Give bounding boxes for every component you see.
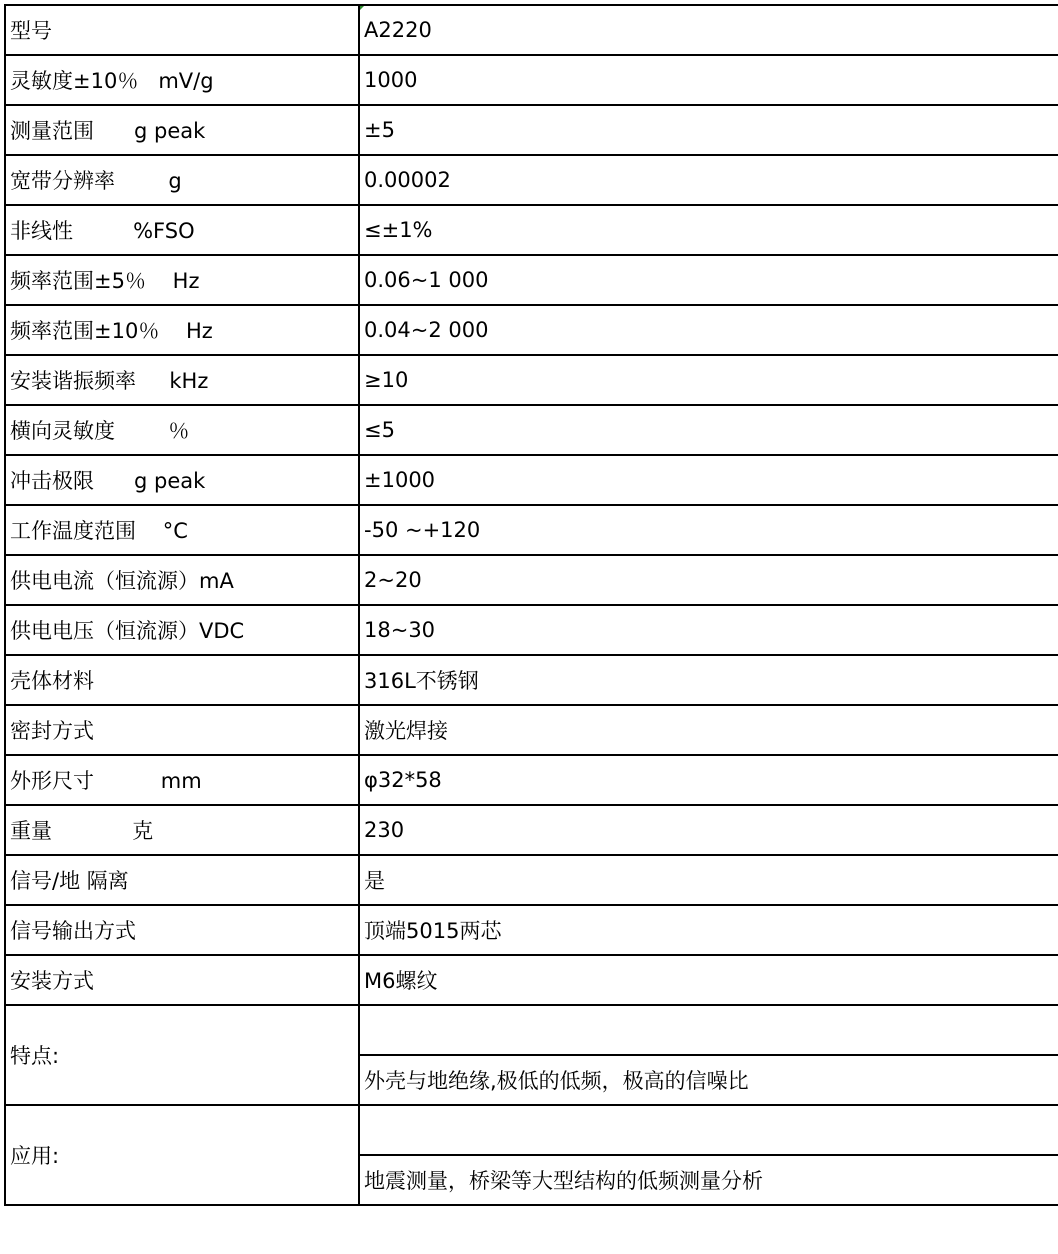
spec-value[interactable]: -50 ~+120 bbox=[359, 505, 1058, 555]
spec-label[interactable]: 供电电压（恒流源）VDC bbox=[5, 605, 359, 655]
table-row bbox=[5, 5, 1058, 55]
table-row bbox=[5, 905, 1058, 955]
spec-label[interactable]: 工作温度范围 °C bbox=[5, 505, 359, 555]
table-row bbox=[5, 655, 1058, 705]
table-row bbox=[5, 605, 1058, 655]
spec-label[interactable]: 壳体材料 bbox=[5, 655, 359, 705]
spec-label[interactable]: 冲击极限 g peak bbox=[5, 455, 359, 505]
spec-value[interactable]: ≤±1% bbox=[359, 205, 1058, 255]
application-label[interactable]: 应用: bbox=[5, 1105, 359, 1205]
spec-label[interactable]: 重量 克 bbox=[5, 805, 359, 855]
table-row bbox=[5, 205, 1058, 255]
table-row bbox=[5, 955, 1058, 1005]
table-row bbox=[5, 155, 1058, 205]
spec-label[interactable]: 信号输出方式 bbox=[5, 905, 359, 955]
table-row bbox=[5, 105, 1058, 155]
spec-value[interactable]: ≥10 bbox=[359, 355, 1058, 405]
spec-label[interactable]: 外形尺寸 mm bbox=[5, 755, 359, 805]
spec-label[interactable]: 供电电流（恒流源）mA bbox=[5, 555, 359, 605]
spec-label[interactable]: 密封方式 bbox=[5, 705, 359, 755]
table-row bbox=[5, 55, 1058, 105]
spec-value[interactable]: 激光焊接 bbox=[359, 705, 1058, 755]
table-row bbox=[5, 305, 1058, 355]
spec-label[interactable]: 安装谐振频率 kHz bbox=[5, 355, 359, 405]
application-empty-cell[interactable] bbox=[359, 1105, 1058, 1155]
spec-label[interactable]: 频率范围±5％ Hz bbox=[5, 255, 359, 305]
spec-value[interactable]: ±5 bbox=[359, 105, 1058, 155]
spec-value[interactable]: ±1000 bbox=[359, 455, 1058, 505]
table-row bbox=[5, 405, 1058, 455]
spec-label[interactable]: 型号 bbox=[5, 5, 359, 55]
spec-value[interactable]: 0.06~1 000 bbox=[359, 255, 1058, 305]
table-row bbox=[5, 755, 1058, 805]
spec-label[interactable]: 安装方式 bbox=[5, 955, 359, 1005]
spec-table-body bbox=[5, 5, 1058, 1205]
spec-value[interactable]: 18~30 bbox=[359, 605, 1058, 655]
spec-label[interactable]: 灵敏度±10％ mV/g bbox=[5, 55, 359, 105]
features-value[interactable]: 外壳与地绝缘,极低的低频，极高的信噪比 bbox=[359, 1055, 1058, 1105]
table-row bbox=[5, 455, 1058, 505]
application-value[interactable]: 地震测量，桥梁等大型结构的低频测量分析 bbox=[359, 1155, 1058, 1205]
table-row-features bbox=[5, 1005, 1058, 1055]
spec-table bbox=[4, 4, 1058, 1206]
table-row bbox=[5, 505, 1058, 555]
spec-label[interactable]: 频率范围±10％ Hz bbox=[5, 305, 359, 355]
spec-value[interactable]: 0.04~2 000 bbox=[359, 305, 1058, 355]
table-row bbox=[5, 805, 1058, 855]
features-label[interactable]: 特点: bbox=[5, 1005, 359, 1105]
spec-label[interactable]: 信号/地 隔离 bbox=[5, 855, 359, 905]
spec-value[interactable]: 230 bbox=[359, 805, 1058, 855]
spec-label[interactable]: 宽带分辨率 g bbox=[5, 155, 359, 205]
table-row bbox=[5, 705, 1058, 755]
spec-label[interactable]: 横向灵敏度 ％ bbox=[5, 405, 359, 455]
table-row-application bbox=[5, 1105, 1058, 1155]
table-row bbox=[5, 555, 1058, 605]
table-row bbox=[5, 855, 1058, 905]
spec-value[interactable]: 1000 bbox=[359, 55, 1058, 105]
spec-value[interactable]: 顶端5015两芯 bbox=[359, 905, 1058, 955]
spec-value[interactable]: 316L不锈钢 bbox=[359, 655, 1058, 705]
spec-value[interactable]: 2~20 bbox=[359, 555, 1058, 605]
spec-label[interactable]: 非线性 %FSO bbox=[5, 205, 359, 255]
spec-value[interactable]: A2220 bbox=[359, 5, 1058, 55]
spec-value[interactable]: 0.00002 bbox=[359, 155, 1058, 205]
spec-value[interactable]: 是 bbox=[359, 855, 1058, 905]
table-row bbox=[5, 255, 1058, 305]
spec-value[interactable]: ≤5 bbox=[359, 405, 1058, 455]
spec-label[interactable]: 测量范围 g peak bbox=[5, 105, 359, 155]
features-empty-cell[interactable] bbox=[359, 1005, 1058, 1055]
spec-value[interactable]: φ32*58 bbox=[359, 755, 1058, 805]
spec-value[interactable]: M6螺纹 bbox=[359, 955, 1058, 1005]
table-row bbox=[5, 355, 1058, 405]
